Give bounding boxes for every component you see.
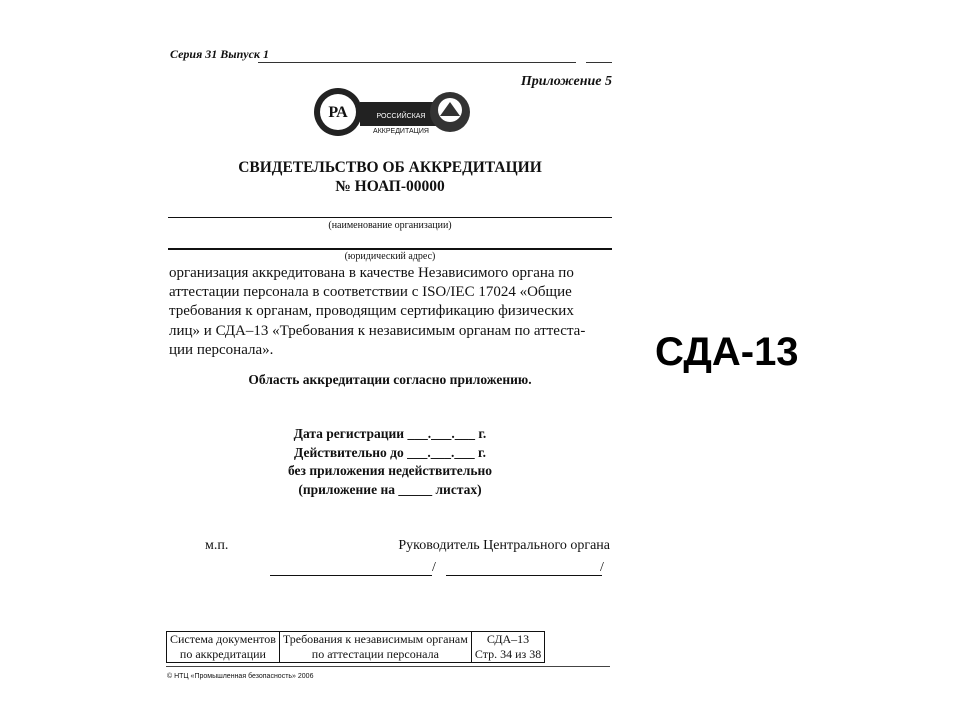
accreditation-logo <box>312 86 472 138</box>
footer-table <box>166 631 545 663</box>
svg-text:РА: РА <box>328 104 348 121</box>
logo-text-line2: АККРЕДИТАЦИЯ <box>373 128 429 135</box>
appendix-sheets: (приложение на _____ листах) <box>298 481 482 497</box>
certificate-number: № НОАП-00000 <box>335 178 445 195</box>
address-caption: (юридический адрес) <box>344 251 436 262</box>
footer-system-line2: по аккредитации <box>179 647 266 661</box>
footer-page-number: Стр. 34 из 38 <box>474 647 542 661</box>
certificate-body <box>169 264 615 360</box>
stamp-place: м.п. <box>205 538 229 553</box>
certificate-title <box>168 158 612 196</box>
series-label: Серия 31 Выпуск 1 <box>170 47 270 61</box>
body-line: требования к органам, проводящим сертификацию физических <box>169 303 574 320</box>
side-label: СДА-13 <box>655 330 799 374</box>
name-line <box>446 575 602 576</box>
org-name-caption: (наименование организации) <box>328 220 452 231</box>
accreditation-area: Область аккредитации согласно приложению. <box>248 372 532 387</box>
footer-requirements-line1: Требования к независимым органам <box>282 632 468 646</box>
footer-requirements-line2: по аттестации персонала <box>311 647 439 661</box>
header-rule <box>258 62 576 63</box>
body-line: ции персонала». <box>169 341 274 358</box>
signature-line <box>270 575 432 576</box>
header-rule-short <box>586 62 612 63</box>
logo-text-line1: РОССИЙСКАЯ <box>376 113 426 120</box>
footer-rule <box>166 666 610 667</box>
address-line <box>168 248 612 250</box>
copyright: © НТЦ «Промышленная безопасность» 2006 <box>167 673 314 680</box>
name-slash: / <box>600 560 604 575</box>
title-text: СВИДЕТЕЛЬСТВО ОБ АККРЕДИТАЦИИ <box>238 159 542 176</box>
appendix-label: Приложение 5 <box>520 74 612 89</box>
valid-until: Действительно до ___.___.___ г. <box>294 444 486 460</box>
signature-slash: / <box>432 560 436 575</box>
org-name-line <box>168 217 612 218</box>
invalid-note: без приложения недействительно <box>287 463 492 478</box>
footer-doc-code: СДА–13 <box>486 632 530 646</box>
footer-requirements-cell <box>279 632 471 663</box>
footer-system-line1: Система документов <box>170 632 276 646</box>
body-line: лиц» и СДА–13 «Требования к независимым органам по аттеста- <box>169 322 586 339</box>
head-title: Руководитель Центрального органа <box>398 538 610 553</box>
body-line: аттестации персонала в соответствии с ISO/IEC 17024 «Общие <box>169 284 572 301</box>
registration-date: Дата регистрации ___.___.___ г. <box>293 426 487 441</box>
body-line: организация аккредитована в качестве Независимого органа по <box>169 265 574 281</box>
footer-system-cell <box>167 632 280 663</box>
registration-block <box>250 425 530 499</box>
footer-page-cell <box>471 632 544 663</box>
